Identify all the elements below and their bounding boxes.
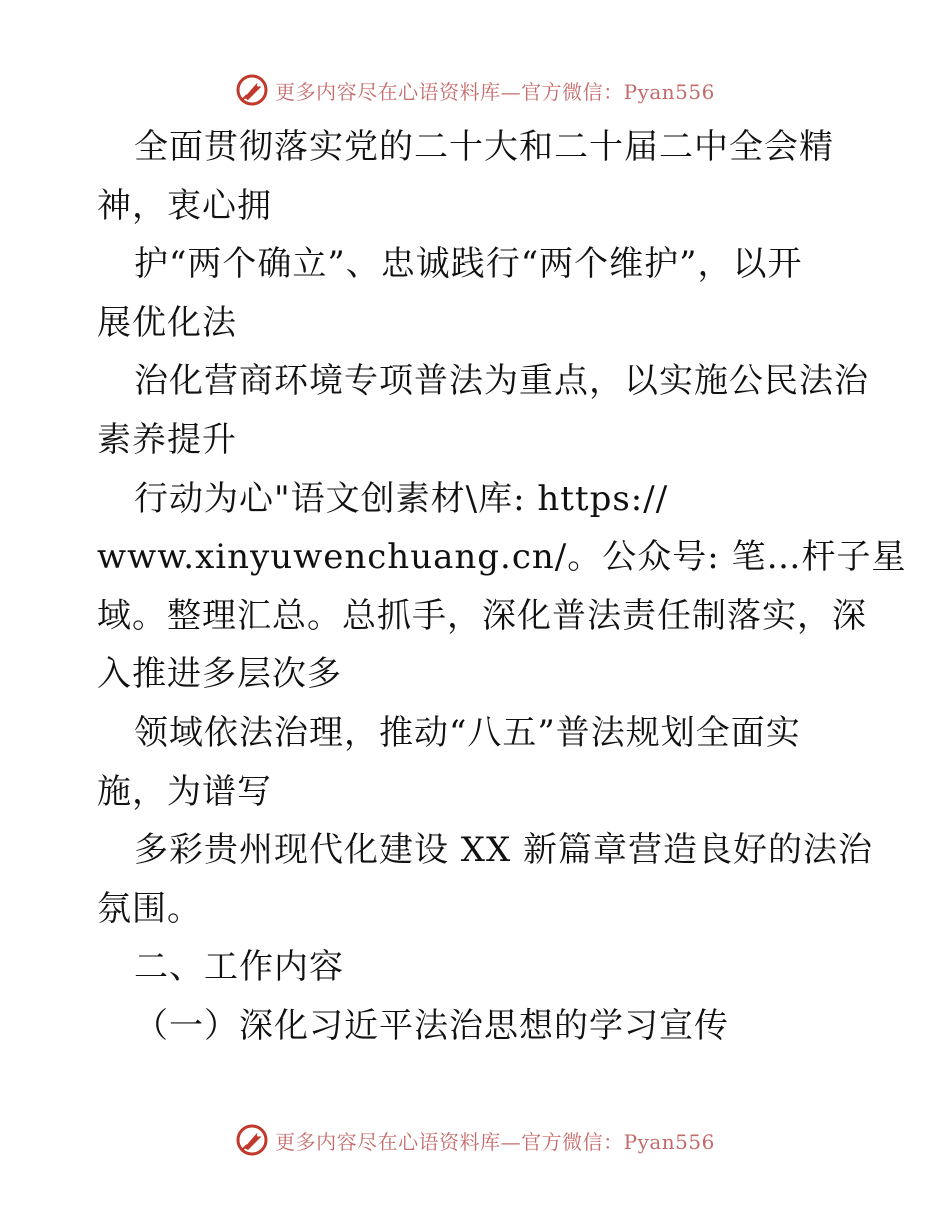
text-line-5: 治化营商环境专项普法为重点，以实施公民法治 [134, 361, 869, 402]
text-line-2: 神，衷心拥 [97, 185, 272, 226]
pen-nib-logo-icon [235, 1123, 269, 1157]
text-line-11: 领域依法治理，推动“八五”普法规划全面实 [134, 712, 801, 753]
text-line-14: 氛围。 [97, 888, 202, 929]
subsection-heading: （一）深化习近平法治思想的学习宣传 [134, 1005, 729, 1046]
text-line-10: 入推进多层次多 [97, 654, 342, 695]
section-heading: 二、工作内容 [134, 947, 344, 988]
text-line-8: www.xinyuwenchuang.cn/。公众号: 笔…杆子星 [97, 537, 907, 578]
text-line-7: 行动为心"语文创素材\库: https:// [134, 478, 669, 519]
header-banner-text: 更多内容尽在心语资料库—官方微信：Pyan556 [275, 79, 715, 104]
footer-banner [0, 1120, 950, 1160]
text-line-4: 展优化法 [97, 302, 237, 343]
text-line-9: 域。整理汇总。总抓手，深化普法责任制落实，深 [97, 595, 867, 636]
document-body [97, 118, 907, 1056]
text-line-1: 全面贯彻落实党的二十大和二十届二中全会精 [134, 127, 834, 167]
footer-banner-text: 更多内容尽在心语资料库—官方微信：Pyan556 [275, 1129, 715, 1154]
header-banner [0, 70, 950, 110]
text-line-13: 多彩贵州现代化建设 XX 新篇章营造良好的法治 [134, 830, 874, 871]
text-line-12: 施，为谱写 [97, 771, 272, 812]
pen-nib-logo-icon [235, 73, 269, 107]
text-line-6: 素养提升 [97, 419, 237, 460]
text-line-3: 护“两个确立”、忠诚践行“两个维护”，以开 [134, 244, 803, 285]
